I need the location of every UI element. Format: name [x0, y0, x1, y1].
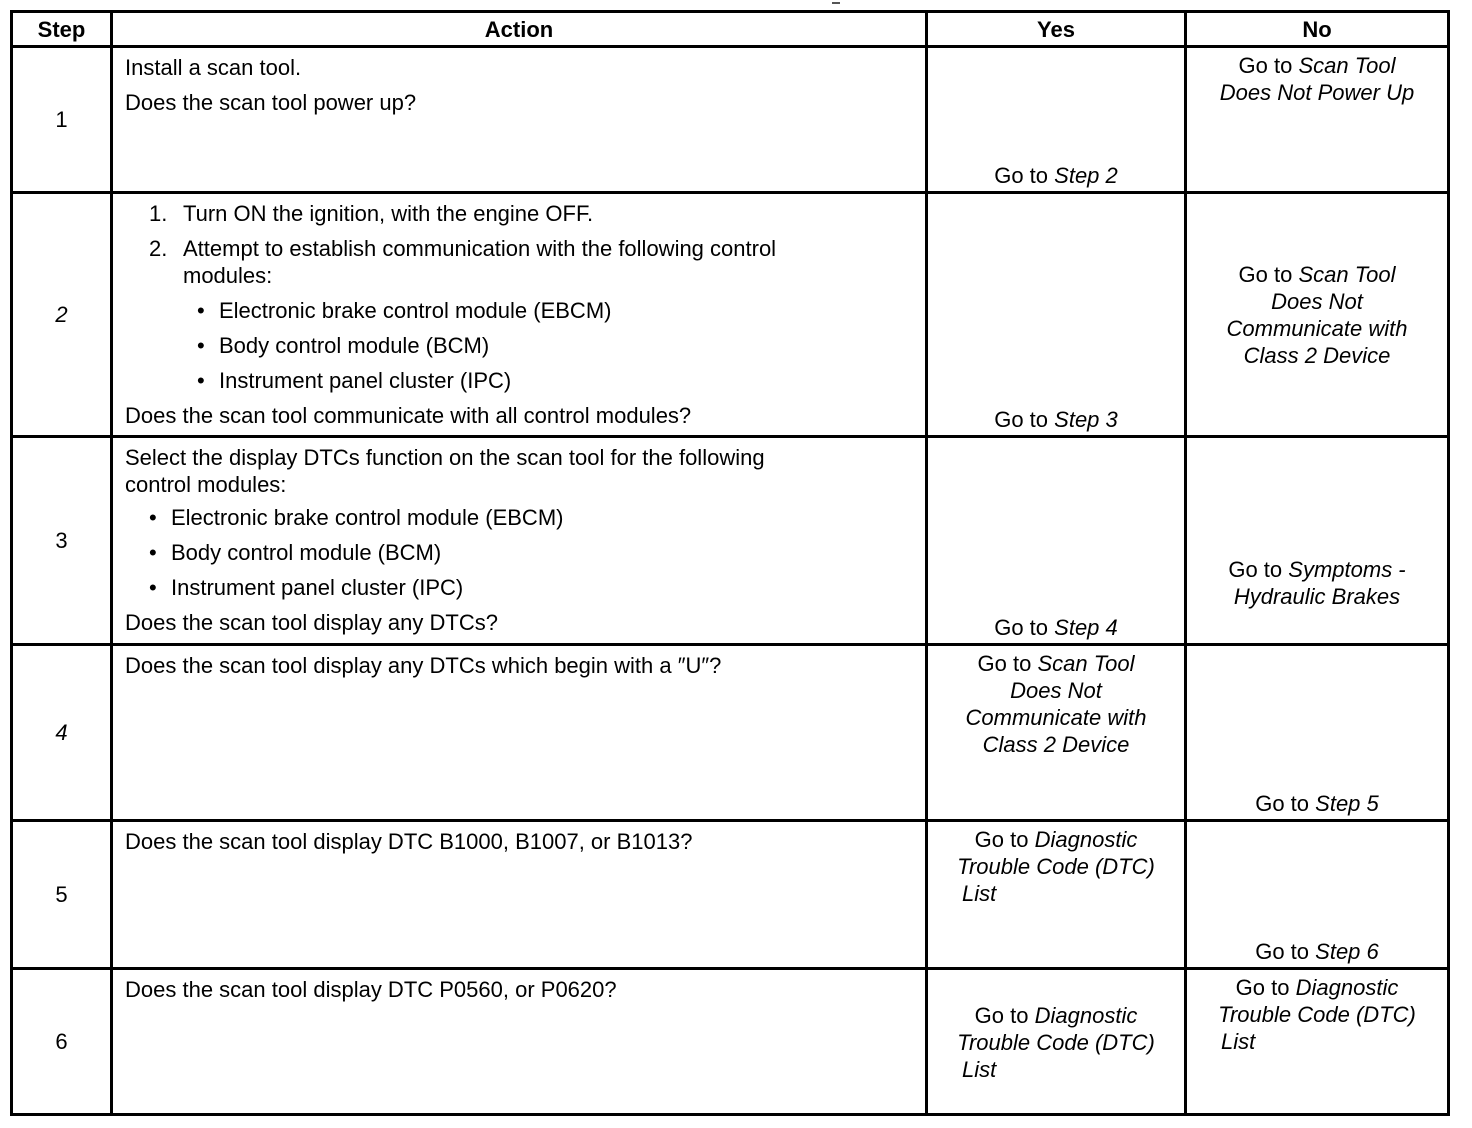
action-cell — [112, 437, 927, 645]
goto-link[interactable]: Class 2 Device — [982, 732, 1130, 757]
yes-result — [928, 614, 1184, 641]
yes-cell — [927, 645, 1186, 821]
step-number: 2 — [55, 302, 68, 327]
goto-link[interactable]: Class 2 Device — [1243, 342, 1391, 368]
table-row — [12, 437, 1449, 645]
list-number: 2. — [149, 236, 168, 261]
goto-link[interactable]: Step 2 — [1054, 163, 1118, 188]
no-result — [1187, 938, 1447, 965]
no-result — [1187, 556, 1447, 610]
step-number: 3 — [55, 528, 68, 553]
go-to-prefix: Go to — [1255, 939, 1310, 964]
no-result — [1187, 790, 1447, 817]
action-question: Does the scan tool display DTC P0560, or P0620? — [125, 977, 617, 1002]
go-to-prefix: Go to — [974, 827, 1029, 852]
goto-link[interactable]: Does Not — [1271, 288, 1363, 314]
goto-link[interactable]: Step 6 — [1315, 939, 1379, 964]
yes-result — [928, 1002, 1184, 1083]
no-cell — [1186, 437, 1449, 645]
goto-link[interactable]: Hydraulic Brakes — [1233, 584, 1401, 609]
goto-link[interactable]: Scan Tool — [1298, 53, 1396, 78]
goto-link[interactable]: Communicate with — [965, 705, 1147, 730]
yes-result — [928, 650, 1184, 758]
bullet-list — [183, 297, 917, 394]
action-cell — [112, 193, 927, 437]
goto-link[interactable]: Diagnostic — [1295, 975, 1399, 1000]
action-question: Does the scan tool display any DTCs which begin with a ″U″? — [125, 653, 722, 678]
yes-cell — [927, 437, 1186, 645]
action-question: Does the scan tool power up? — [125, 90, 417, 115]
step-number-cell — [12, 47, 112, 193]
goto-link[interactable]: Does Not Power Up — [1219, 80, 1415, 105]
table-row — [12, 193, 1449, 437]
step-number: 5 — [55, 882, 68, 907]
step-number-cell — [12, 193, 112, 437]
step-number: 6 — [55, 1029, 68, 1054]
action-cell — [112, 969, 927, 1115]
action-question: Does the scan tool communicate with all control modules? — [125, 403, 692, 428]
no-result — [1187, 52, 1447, 106]
go-to-prefix: Go to — [974, 1003, 1029, 1028]
go-to-prefix: Go to — [1238, 261, 1293, 287]
no-result — [1187, 261, 1447, 369]
scan-mark — [832, 2, 840, 4]
table-row — [12, 969, 1449, 1115]
header-action: Action — [112, 12, 927, 47]
numbered-list — [125, 200, 917, 394]
goto-link[interactable]: Diagnostic — [1034, 1003, 1138, 1028]
go-to-prefix: Go to — [994, 407, 1049, 432]
bullet-item: • Body control module (BCM) — [197, 332, 917, 359]
step-number-cell — [12, 969, 112, 1115]
header-no: No — [1186, 12, 1449, 47]
goto-link[interactable]: Step 3 — [1054, 407, 1118, 432]
yes-cell — [927, 821, 1186, 969]
goto-link[interactable]: List — [962, 881, 997, 906]
yes-result — [928, 826, 1184, 907]
bullet-item: • Instrument panel cluster (IPC) — [197, 367, 917, 394]
step-number: 4 — [55, 720, 68, 745]
goto-link[interactable]: Trouble Code (DTC) — [1218, 1002, 1416, 1027]
no-cell — [1186, 193, 1449, 437]
list-item-text: Attempt to establish communication with the following control — [183, 236, 777, 261]
go-to-prefix: Go to — [994, 615, 1049, 640]
go-to-prefix: Go to — [977, 651, 1032, 676]
table-row — [12, 47, 1449, 193]
go-to-prefix: Go to — [994, 163, 1049, 188]
goto-link[interactable]: List — [1221, 1029, 1256, 1054]
table-row — [12, 821, 1449, 969]
bullet-list — [125, 504, 917, 601]
action-cell — [112, 821, 927, 969]
list-item — [149, 200, 917, 227]
yes-result — [928, 162, 1184, 189]
goto-link[interactable]: Symptoms - — [1288, 557, 1406, 582]
diagnostic-table — [10, 10, 1450, 1116]
no-cell — [1186, 821, 1449, 969]
action-text: Install a scan tool. — [125, 55, 302, 80]
bullet-item: • Instrument panel cluster (IPC) — [149, 574, 917, 601]
goto-link[interactable]: Scan Tool — [1298, 261, 1396, 287]
yes-cell — [927, 193, 1186, 437]
goto-link[interactable]: Trouble Code (DTC) — [957, 854, 1155, 879]
yes-cell — [927, 47, 1186, 193]
header-step: Step — [12, 12, 112, 47]
goto-link[interactable]: Scan Tool — [1037, 651, 1135, 676]
goto-link[interactable]: Trouble Code (DTC) — [957, 1030, 1155, 1055]
no-cell — [1186, 645, 1449, 821]
table-row — [12, 645, 1449, 821]
bullet-item: • Body control module (BCM) — [149, 539, 917, 566]
no-cell — [1186, 969, 1449, 1115]
goto-link[interactable]: List — [962, 1057, 997, 1082]
action-text: Select the display DTCs function on the scan tool for the following — [125, 445, 765, 470]
header-yes: Yes — [927, 12, 1186, 47]
goto-link[interactable]: Diagnostic — [1034, 827, 1138, 852]
step-number-cell — [12, 645, 112, 821]
go-to-prefix: Go to — [1235, 975, 1290, 1000]
action-text-cont: control modules: — [125, 472, 287, 497]
list-item-text-cont: modules: — [183, 263, 273, 288]
action-question: Does the scan tool display any DTCs? — [125, 610, 498, 635]
list-item — [149, 235, 917, 394]
list-number: 1. — [149, 201, 168, 226]
goto-link[interactable]: Communicate with — [1226, 315, 1408, 341]
bullet-item: • Electronic brake control module (EBCM) — [197, 297, 917, 324]
step-number-cell — [12, 437, 112, 645]
step-number-cell — [12, 821, 112, 969]
goto-link[interactable]: Does Not — [1010, 678, 1102, 703]
no-result — [1187, 974, 1447, 1055]
yes-result — [928, 406, 1184, 433]
header-row — [12, 12, 1449, 47]
action-question: Does the scan tool display DTC B1000, B1007, or B1013? — [125, 829, 693, 854]
go-to-prefix: Go to — [1228, 557, 1283, 582]
action-cell — [112, 645, 927, 821]
goto-link[interactable]: Step 5 — [1315, 791, 1379, 816]
go-to-prefix: Go to — [1238, 53, 1293, 78]
no-cell — [1186, 47, 1449, 193]
action-cell — [112, 47, 927, 193]
goto-link[interactable]: Step 4 — [1054, 615, 1118, 640]
bullet-item: • Electronic brake control module (EBCM) — [149, 504, 917, 531]
list-item-text: Turn ON the ignition, with the engine OFF. — [183, 201, 594, 226]
yes-cell — [927, 969, 1186, 1115]
step-number: 1 — [55, 107, 68, 132]
go-to-prefix: Go to — [1255, 791, 1310, 816]
